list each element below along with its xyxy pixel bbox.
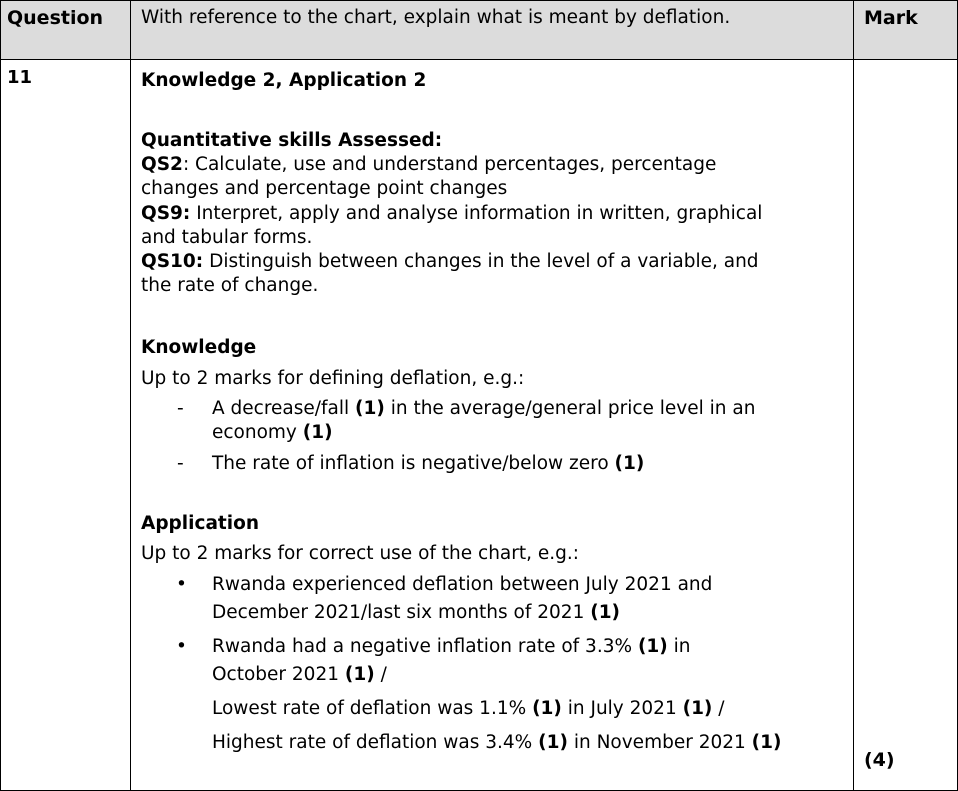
mark-point: (1) — [302, 422, 333, 443]
text: October 2021 — [212, 664, 345, 685]
knowledge-item-2 — [212, 452, 644, 476]
mark-point: (1) — [538, 732, 568, 753]
qs9-text: Interpret, apply and analyse information in written, graphical — [190, 203, 763, 224]
text: in July 2021 — [561, 698, 683, 719]
mark-point: (1) — [355, 398, 385, 419]
mark-point: (1) — [682, 698, 713, 719]
qs-heading: Quantitative skills Assessed: — [141, 130, 443, 151]
text: Highest rate of deflation was 3.4% — [212, 732, 539, 753]
knowledge-item-1-cont — [212, 421, 333, 445]
qs10-code: QS10: — [141, 251, 204, 272]
mark-column-header: Mark — [854, 1, 958, 60]
text: / — [712, 698, 725, 719]
text: in November 2021 — [567, 732, 752, 753]
mark-point: (1) — [614, 453, 645, 474]
text: in the average/general price level in an — [384, 398, 756, 419]
mark-point: (1) — [532, 698, 562, 719]
text: A decrease/fall — [212, 398, 356, 419]
application-item-2-lowest — [212, 697, 725, 721]
knowledge-intro: Up to 2 marks for defining deflation, e.g.: — [141, 368, 525, 389]
bullet-marker: • — [176, 636, 187, 657]
qs10-line — [141, 250, 759, 274]
qs9-line — [141, 202, 762, 226]
text: The rate of inflation is negative/below zero — [212, 453, 615, 474]
qs9-code: QS9: — [141, 203, 191, 224]
application-item-2-cont — [212, 663, 387, 687]
assessment-objectives: Knowledge 2, Application 2 — [141, 70, 427, 91]
application-heading: Application — [141, 513, 260, 534]
qs10-text: Distinguish between changes in the level of a variable, and — [203, 251, 759, 272]
knowledge-item-1 — [212, 397, 755, 421]
knowledge-heading: Knowledge — [141, 337, 257, 358]
text: in — [667, 636, 691, 657]
text: / — [374, 664, 387, 685]
guidance-cell — [131, 60, 854, 791]
dash-marker: - — [177, 398, 184, 419]
application-intro: Up to 2 marks for correct use of the chart, e.g.: — [141, 543, 579, 564]
text: Rwanda had a negative inflation rate of 3.3% — [212, 636, 638, 657]
text: Lowest rate of deflation was 1.1% — [212, 698, 533, 719]
qs2-line — [141, 153, 716, 177]
qs2-code: QS2 — [141, 154, 183, 175]
mark-point: (1) — [590, 602, 621, 623]
text: December 2021/last six months of 2021 — [212, 602, 591, 623]
mark-total: (4) — [854, 60, 958, 791]
question-column-header: Question — [1, 1, 131, 60]
question-text: With reference to the chart, explain what is meant by deflation. — [131, 1, 854, 60]
mark-point: (1) — [637, 636, 668, 657]
qs2-text: : Calculate, use and understand percentages, percentage — [182, 154, 717, 175]
qs10-line-2: the rate of change. — [141, 275, 319, 296]
application-item-1-cont — [212, 601, 620, 625]
qs2-line-2: changes and percentage point changes — [141, 178, 508, 199]
text: economy — [212, 422, 303, 443]
dash-marker: - — [177, 453, 184, 474]
mark-point: (1) — [344, 664, 375, 685]
application-item-2 — [212, 635, 690, 659]
question-number: 11 — [1, 60, 131, 791]
application-item-2-highest — [212, 731, 781, 755]
qs9-line-2: and tabular forms. — [141, 227, 313, 248]
mark-point: (1) — [751, 732, 782, 753]
application-item-1: Rwanda experienced deflation between July 2021 and — [212, 574, 713, 595]
answer-row — [1, 60, 958, 791]
bullet-marker: • — [176, 574, 187, 595]
header-row — [1, 1, 958, 60]
